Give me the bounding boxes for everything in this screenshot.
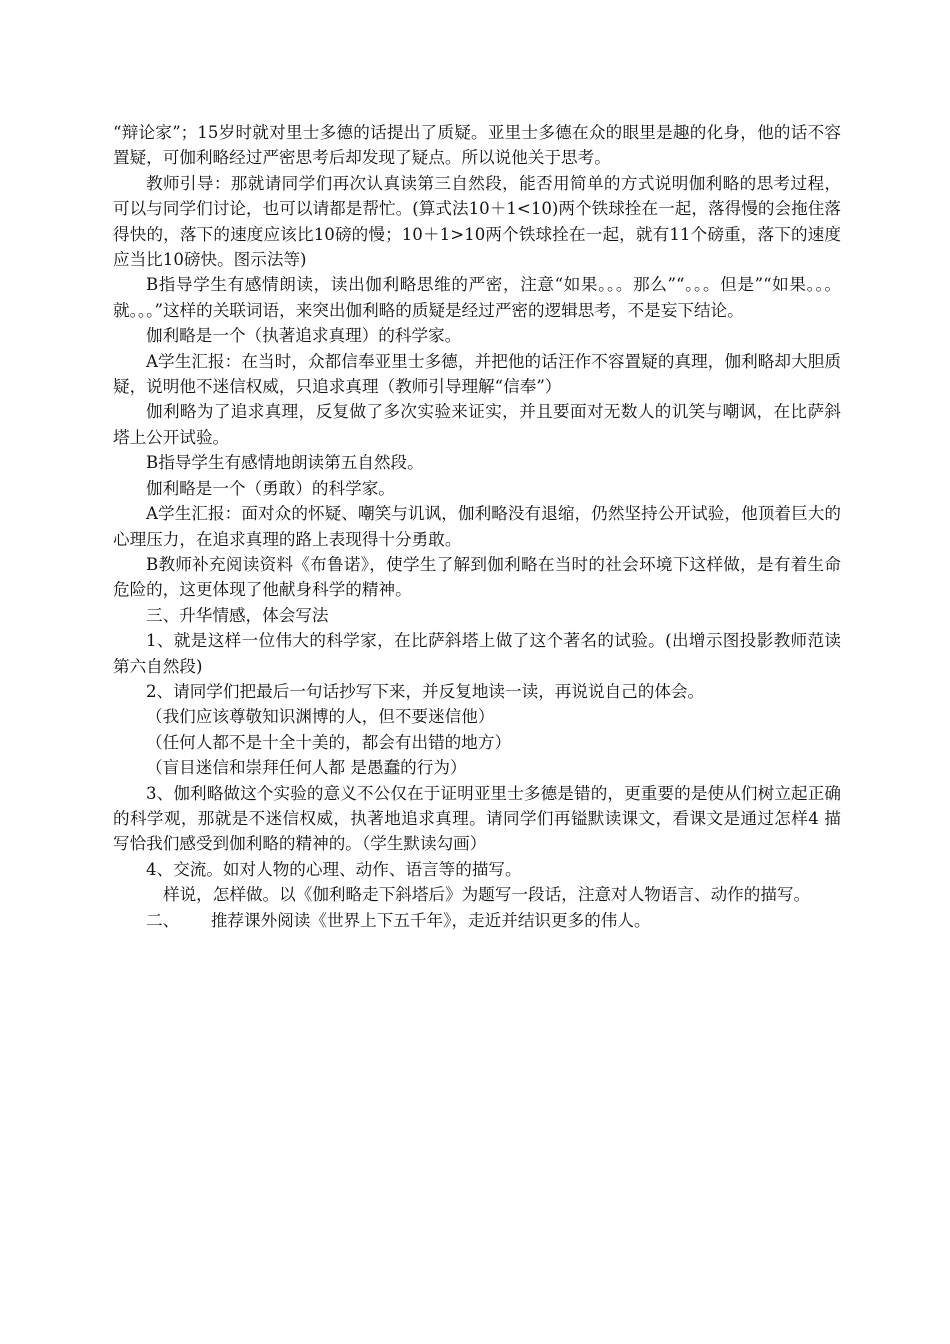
document-body — [113, 120, 841, 933]
paragraph-5: A学生汇报：在当时，众都信奉亚里士多德，并把他的话汪作不容置疑的真理，伽利略却大胆质疑，说明他不迷信权威，只追求真理（教师引导理解“信奉”） — [113, 351, 841, 397]
paragraph-1: “辩论家”；15岁时就对里士多德的话提出了质疑。亚里士多德在众的眼里是趣的化身，他的话不容置疑，可伽利略经过严密思考后却发现了疑点。所以说他关于思考。 — [113, 123, 841, 168]
paragraph-6: 伽利略为了追求真理，反复做了多次实验来证实，并且要面对无数人的讥笑与嘲讽，在比萨斜塔上公开试验。 — [113, 402, 841, 447]
paragraph-10: B教师补充阅读资料《布鲁诺》，使学生了解到伽利略在当时的社会环境下这样做，是有着生命危险的，这更体现了他献身科学的精神。 — [113, 554, 841, 600]
paragraph-2: 教师引导：那就请同学们再次认真读第三自然段，能否用简单的方式说明伽利略的思考过程，可以与同学们讨论，也可以请都是帮忙。(算式法10＋1<10)两个铁球拴在一起，落得慢的会拖住落得快的，落下的速度应该比10磅的慢；10＋1>10两个铁球拴在一起，就有11个磅重，落下的速度应当比10磅快。图示法等) — [113, 173, 841, 270]
paragraph-19: 样说，怎样做。以《伽利略走下斜塔后》为题写一段话，注意对人物语言、动作的描写。 — [163, 885, 811, 905]
paragraph-17: 3、伽利略做这个实验的意义不公仅在于证明亚里士多德是错的，更重要的是使从们树立起正确的科学观，那就是不迷信权威，执著地追求真理。请同学们再镒默读课文，看课文是通过怎样4 描写恰我们感受到伽利略的精神的。（学生默读勾画） — [113, 783, 841, 854]
paragraph-3: B指导学生有感情朗读，读出伽利略思维的严密，注意“如果。。。那么”“。。。但是”“如果。。。就。。。”这样的关联词语，来突出伽利略的质疑是经过严密的逻辑思考，不是妄下结论。 — [113, 275, 841, 320]
quote-line-2: （任何人都不是十全十美的，都会有出错的地方） — [146, 732, 512, 752]
quote-line-1: （我们应该尊敬知识渊博的人，但不要迷信他） — [146, 707, 495, 727]
paragraph-4: 伽利略是一个（执著追求真理）的科学家。 — [146, 326, 462, 346]
paragraph-8: 伽利略是一个（勇敢）的科学家。 — [146, 478, 395, 498]
paragraph-9: A学生汇报：面对众的怀疑、嘲笑与讥讽，伽利略没有退缩，仍然坚持公开试验，他顶着巨大的心理压力，在追求真理的路上表现得十分勇敢。 — [113, 504, 841, 549]
section-heading-2: 二、 推荐课外阅读《世界上下五千年》，走近并结识更多的伟人。 — [146, 910, 651, 930]
section-heading-3: 三、升华情感，体会写法 — [146, 605, 329, 625]
paragraph-12: 1、就是这样一位伟大的科学家，在比萨斜塔上做了这个著名的试验。(出增示图投影教师范读第六自然段) — [113, 631, 841, 676]
quote-line-3: （盲目迷信和崇拜任何人都 是愚蠢的行为） — [146, 758, 467, 778]
paragraph-13: 2、请同学们把最后一句话抄写下来，并反复地读一读，再说说自己的体会。 — [146, 681, 705, 701]
paragraph-18: 4、交流。如对人物的心理、动作、语言等的描写。 — [146, 859, 522, 879]
paragraph-7: B指导学生有感情地朗读第五自然段。 — [146, 453, 424, 473]
